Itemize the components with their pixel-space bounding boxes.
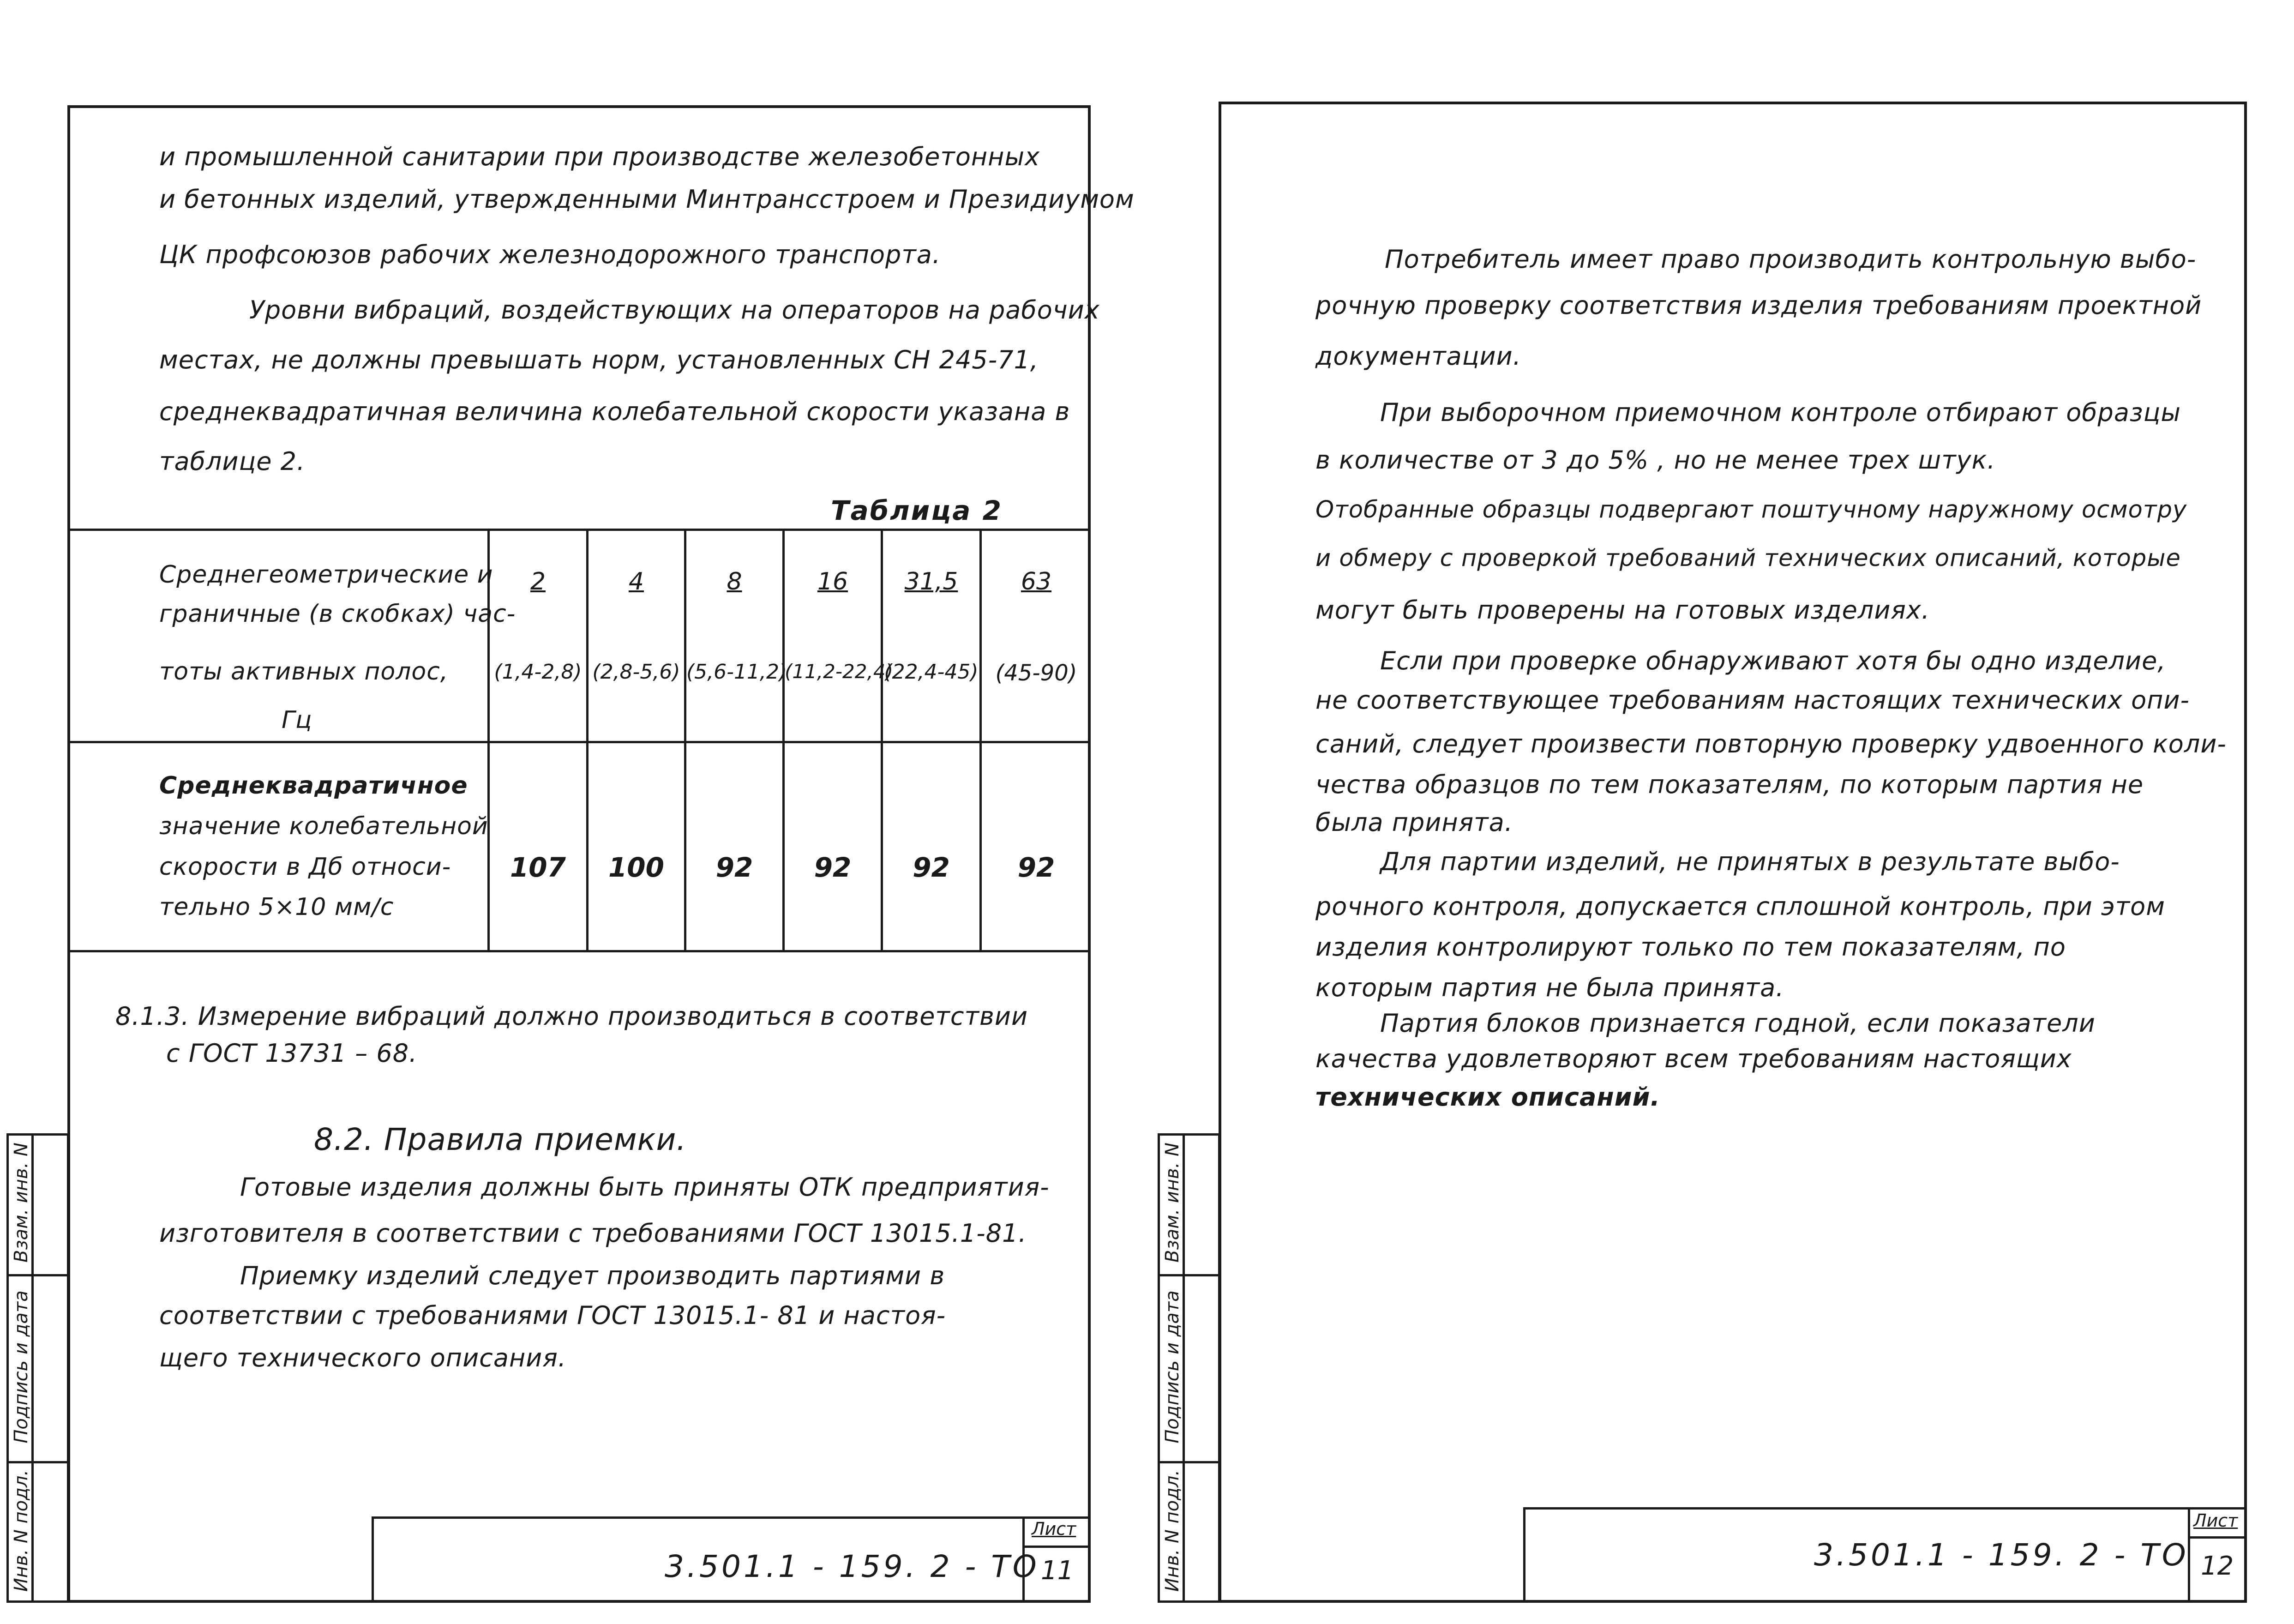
bound-cell: (2,8-5,6) [592,660,680,684]
left-margin-signature-date: Подпись и дата [11,1290,32,1444]
intro-line-3: ЦК профсоюзов рабочих железнодорожного транспорта. [159,240,941,269]
right-para-line: рочную проверку соответствия изделия требованиям проектной [1315,291,2202,320]
left-sheet-number: 11 [1041,1556,1074,1586]
right-para-line: в количестве от 3 до 5% , но не менее трех штук. [1315,445,1996,475]
right-para-line: изделия контролируют только по тем показателям, по [1315,932,2066,962]
freq-cell: 2 [530,568,546,595]
table-header-label-4: Гц [282,706,312,734]
right-para-line: технических описаний. [1315,1083,1660,1112]
acceptance-line-2: изготовителя в соответствии с требованиями ГОСТ 13015.1-81. [159,1219,1027,1248]
right-para-line: которым партия не была принята. [1315,973,1784,1002]
table-row-label-1: Среднеквадратичное [159,772,468,800]
right-sheet-number: 12 [2201,1551,2234,1581]
right-margin-signature-date: Подпись и дата [1162,1290,1183,1444]
bound-cell: (45-90) [995,660,1077,686]
right-stamp-sheet-label-sep [2188,1536,2247,1539]
freq-cell: 8 [727,568,742,595]
value-cell: 92 [814,852,852,883]
table-row-label-3: скорости в Дб относи- [159,853,451,881]
right-para-line: Если при проверке обнаруживают хотя бы одно изделие, [1380,646,2166,675]
right-para-line: При выборочном приемочном контроле отбирают образцы [1380,398,2181,427]
table-mid-border [67,741,1091,743]
bound-cell: (5,6-11,2) [686,660,787,684]
vibration-line-4: таблице 2. [159,447,306,476]
right-stamp-top [1523,1507,2247,1510]
table-header-label-1: Среднегеометрические и [159,561,493,589]
value-cell: 107 [510,852,566,883]
intro-line-1: и промышленной санитарии при производстве железобетонных [159,142,1040,171]
right-para-line: Для партии изделий, не принятых в результате выбо- [1380,847,2120,876]
value-cell: 100 [608,852,665,883]
vibration-line-2: местах, не должны превышать норм, установленных СН 245-71, [159,345,1039,374]
section-heading: 8.2. Правила приемки. [314,1122,687,1157]
table-header-label-3: тоты активных полос, [159,658,449,686]
right-para-line: документации. [1315,342,1521,371]
right-para-line: чества образцов по тем показателям, по которым партия не [1315,770,2144,799]
bound-cell: (11,2-22,4) [785,660,893,683]
bound-cell: (22,4-45) [884,660,979,684]
freq-cell: 31,5 [904,568,958,595]
bound-cell: (1,4-2,8) [494,660,582,684]
acceptance-line-5: щего технического описания. [159,1343,567,1372]
table-row-label-4: тельно 5×10 мм/с [159,893,394,921]
left-sheet-label: Лист [1032,1519,1076,1539]
table-header-label-2: граничные (в скобках) час- [159,600,516,628]
right-para-line: Отобранные образцы подвергают поштучному наружному осмотру [1315,496,2187,523]
right-para-line: была принята. [1315,808,1513,837]
freq-cell: 63 [1021,568,1052,595]
left-stamp-top [372,1516,1091,1519]
intro-line-2: и бетонных изделий, утвержденными Минтрансстроем и Президиумом [159,185,1135,214]
measurement-line-1: 8.1.3. Измерение вибраций должно производиться в соответствии [115,1002,1028,1031]
acceptance-line-4: соответствии с требованиями ГОСТ 13015.1- 81 и настоя- [159,1301,946,1330]
vibration-line-3: среднеквадратичная величина колебательной скорости указана в [159,397,1070,426]
right-para-line: Потребитель имеет право производить контрольную выбо- [1385,245,2197,274]
right-para-line: качества удовлетворяют всем требованиям настоящих [1315,1044,2072,1073]
table-bottom-border [67,950,1091,952]
value-cell: 92 [715,852,753,883]
left-stamp-left [372,1516,374,1603]
left-stamp-sheet-label-sep [1022,1546,1091,1548]
right-para-line: саний, следует произвести повторную проверку удвоенного коли- [1315,729,2227,758]
right-doc-code: 3.501.1 - 159. 2 - ТО [1814,1537,2189,1573]
acceptance-line-3: Приемку изделий следует производить партиями в [240,1261,945,1290]
right-para-line: могут быть проверены на готовых изделиях. [1315,595,1930,625]
right-para-line: рочного контроля, допускается сплошной контроль, при этом [1315,892,2165,921]
left-margin-replace-inv: Взам. инв. N [11,1143,32,1263]
table-title: Таблица 2 [831,495,1003,526]
right-margin-replace-inv: Взам. инв. N [1162,1143,1183,1263]
vibration-line-1: Уровни вибраций, воздействующих на операторов на рабочих [249,295,1100,325]
right-sheet-label: Лист [2193,1510,2238,1531]
right-stamp-left [1523,1507,1525,1603]
left-doc-code: 3.501.1 - 159. 2 - ТО [665,1549,1039,1584]
right-para-line: не соответствующее требованиям настоящих технических опи- [1315,686,2190,715]
value-cell: 92 [1017,852,1055,883]
freq-cell: 4 [628,568,644,595]
table-top-border [67,529,1091,531]
right-para-line: и обмеру с проверкой требований технических описаний, которые [1315,545,2181,572]
acceptance-line-1: Готовые изделия должны быть приняты ОТК предприятия- [240,1173,1050,1202]
freq-cell: 16 [817,568,848,595]
value-cell: 92 [913,852,950,883]
measurement-line-2: с ГОСТ 13731 – 68. [166,1039,418,1068]
table-row-label-2: значение колебательной [159,812,488,840]
right-para-line: Партия блоков признается годной, если показатели [1380,1009,2096,1038]
left-margin-inv-no: Инв. N подл. [11,1469,32,1592]
right-margin-inv-no: Инв. N подл. [1162,1469,1183,1592]
